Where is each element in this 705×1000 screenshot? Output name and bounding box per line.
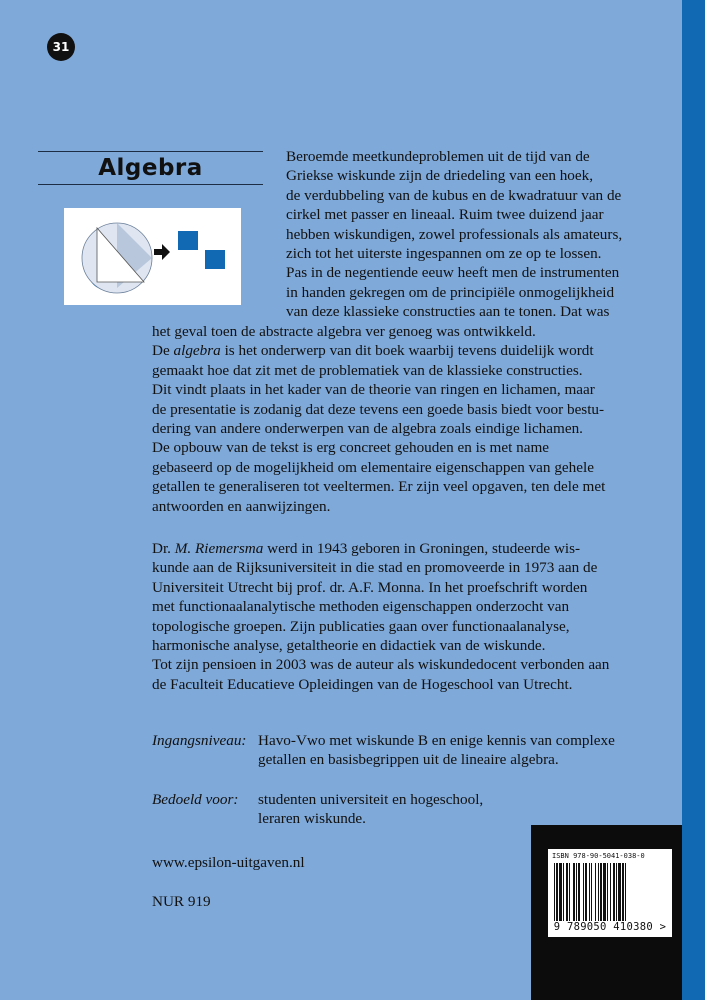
text-run: De (152, 342, 174, 360)
description-intro (286, 147, 676, 322)
text-line: harmonische analyse, getaltheorie en didactiek van de wiskunde. (152, 637, 546, 655)
text-line: getallen en basisbegrippen uit de lineaire algebra. (258, 751, 559, 769)
barcode-bar (622, 863, 624, 921)
barcode-bar (613, 863, 615, 921)
cover-illustration (64, 208, 241, 305)
text-line: Universiteit Utrecht bij prof. dr. A.F. Monna. In het proefschrift worden (152, 578, 588, 596)
text-line: met functionaalanalytische methoden eigenschappen onderzocht van (152, 598, 570, 616)
text-line: de verdubbeling van de kubus en de kwadratuur van de (286, 186, 622, 204)
barcode-bar (600, 863, 602, 921)
text-run: Dr. (152, 540, 175, 557)
text-line (152, 539, 682, 558)
isbn-barcode (548, 849, 672, 937)
text-line: in handen gekregen om de principiële onmogelijkheid (286, 283, 615, 301)
book-title: Algebra (98, 155, 203, 181)
author-bio (152, 539, 682, 694)
text-line: Tot zijn pensioen in 2003 was de auteur als wiskundedocent verbonden aan (152, 656, 610, 674)
geometry-constructions-graphic (64, 208, 241, 305)
intended-for-label: Bedoeld voor: (152, 791, 239, 808)
barcode-bar (573, 863, 575, 921)
right-edge-stripe (682, 0, 705, 1000)
isbn-digits: 9 789050 410380 > (553, 921, 667, 933)
text-line: De opbouw van de tekst is erg concreet gehouden en is met name (152, 439, 550, 457)
text-line: van deze klassieke constructies aan te tonen. Dat was (286, 303, 610, 321)
barcode-bar (556, 863, 558, 921)
publisher-website[interactable]: www.epsilon-uitgaven.nl (152, 854, 305, 871)
author-name: M. Riemersma (174, 540, 264, 557)
text-run: is het onderwerp van dit boek waarbij tevens duidelijk wordt (220, 342, 594, 360)
text-line: gebaseerd op de mogelijkheid om elementaire eigenschappen van gehele (152, 458, 594, 476)
text-line: het geval toen de abstracte algebra ver genoeg was ontwikkeld. (152, 323, 536, 340)
barcode-bar (554, 863, 555, 921)
text-line: kunde aan de Rijksuniversiteit in die stad en promoveerde in 1973 aan de (152, 559, 598, 577)
text-line: Griekse wiskunde zijn de driedeling van een hoek, (286, 167, 594, 185)
text-line: hebben wiskundigen, zowel professionals als amateurs, (286, 225, 623, 243)
text-line: Dit vindt plaats in het kader van de theorie van ringen en lichamen, maar (152, 381, 595, 399)
text-line: dering van andere onderwerpen van de algebra zoals eindige lichamen. (152, 420, 583, 438)
barcode-bar (625, 863, 626, 921)
barcode-bar (563, 863, 564, 921)
barcode-bar (569, 863, 570, 921)
text-line: leraren wiskunde. (258, 810, 366, 828)
text-line: studenten universiteit en hogeschool, (258, 791, 484, 808)
text-line: Havo-Vwo met wiskunde B en enige kennis van complexe (258, 732, 615, 749)
text-line: gemaakt hoe dat zit met de problematiek van de klassieke constructies. (152, 361, 583, 379)
barcode-bar (607, 863, 608, 921)
isbn-label: ISBN 978-90-5041-038-0 (552, 852, 645, 860)
text-line: getallen te generaliseren tot veeltermen. Er zijn veel opgaven, ten dele met (152, 478, 606, 496)
text-line: de presentatie is zodanig dat deze tevens een goede basis biedt voor bestu- (152, 400, 605, 418)
entry-level-label: Ingangsniveau: (152, 732, 247, 749)
barcode-bar (598, 863, 599, 921)
barcode-bar (616, 863, 617, 921)
text-line: antwoorden en aanwijzingen. (152, 497, 331, 515)
barcode-bar (583, 863, 584, 921)
barcode-bar (566, 863, 568, 921)
series-number-badge: 31 (47, 33, 75, 61)
intended-for-value (258, 790, 678, 829)
barcode-bar (578, 863, 580, 921)
barcode-bar (618, 863, 621, 921)
barcode-bar (591, 863, 592, 921)
text-line: zich tot het uiterste ingespannen om ze op te lossen. (286, 245, 602, 263)
text-line: cirkel met passer en lineaal. Ruim twee duizend jaar (286, 206, 604, 224)
nur-code: NUR 919 (152, 893, 211, 910)
barcode-bar (610, 863, 611, 921)
algebra-emphasis: algebra (173, 342, 221, 360)
barcode-bar (603, 863, 606, 921)
text-line: Pas in de negentiende eeuw heeft men de instrumenten (286, 264, 620, 282)
text-line: topologische groepen. Zijn publicaties gaan over functionaalanalyse, (152, 617, 570, 635)
barcode-bar (595, 863, 596, 921)
text-line: de Faculteit Educatieve Opleidingen van de Hogeschool van Utrecht. (152, 675, 573, 693)
entry-level-value (258, 731, 678, 770)
description-continued (152, 322, 682, 516)
text-line: Beroemde meetkundeproblemen uit de tijd van de (286, 148, 590, 165)
title-rule-bottom (38, 184, 263, 185)
barcode-bar (576, 863, 577, 921)
barcode-bar (559, 863, 562, 921)
text-line (152, 341, 682, 360)
barcode-bar (585, 863, 587, 921)
barcode-bars (552, 863, 668, 921)
barcode-bar (589, 863, 590, 921)
text-run: werd in 1943 geboren in Groningen, studeerde wis- (263, 540, 581, 557)
